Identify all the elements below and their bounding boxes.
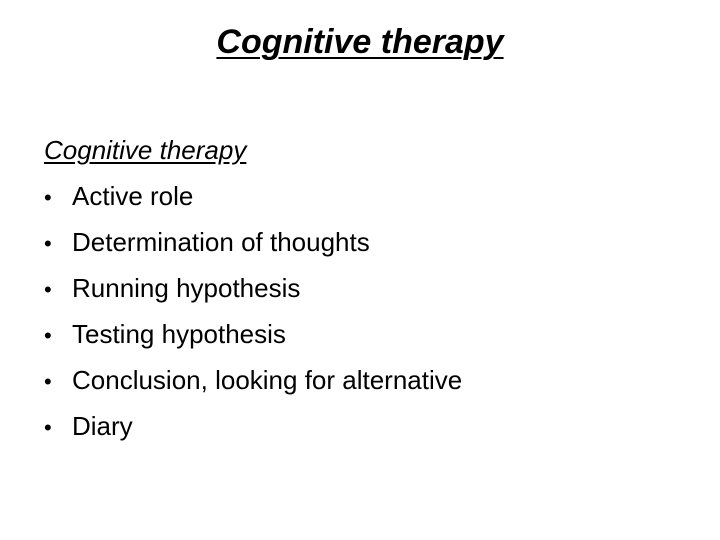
bullet-icon: • [44,277,52,302]
list-item [44,316,684,352]
list-item [44,270,684,306]
bullet-icon: • [44,323,52,348]
list-item-label: Active role [72,181,194,211]
list-item [44,408,684,444]
list-item [44,178,684,214]
list-item-label: Determination of thoughts [72,227,370,257]
bullet-icon: • [44,185,52,210]
bullet-icon: • [44,415,52,440]
slide-title: Cognitive therapy [216,23,504,61]
content-heading: Cognitive therapy [44,135,247,165]
bullet-icon: • [44,231,52,256]
content-body [44,132,684,454]
list-item [44,362,684,398]
list-item-label: Running hypothesis [72,273,301,303]
list-item-label: Conclusion, looking for alternative [72,365,463,395]
list-item [44,224,684,260]
bullet-list [44,178,684,444]
bullet-icon: • [44,369,52,394]
list-item-label: Diary [72,411,133,441]
list-item-label: Testing hypothesis [72,319,286,349]
